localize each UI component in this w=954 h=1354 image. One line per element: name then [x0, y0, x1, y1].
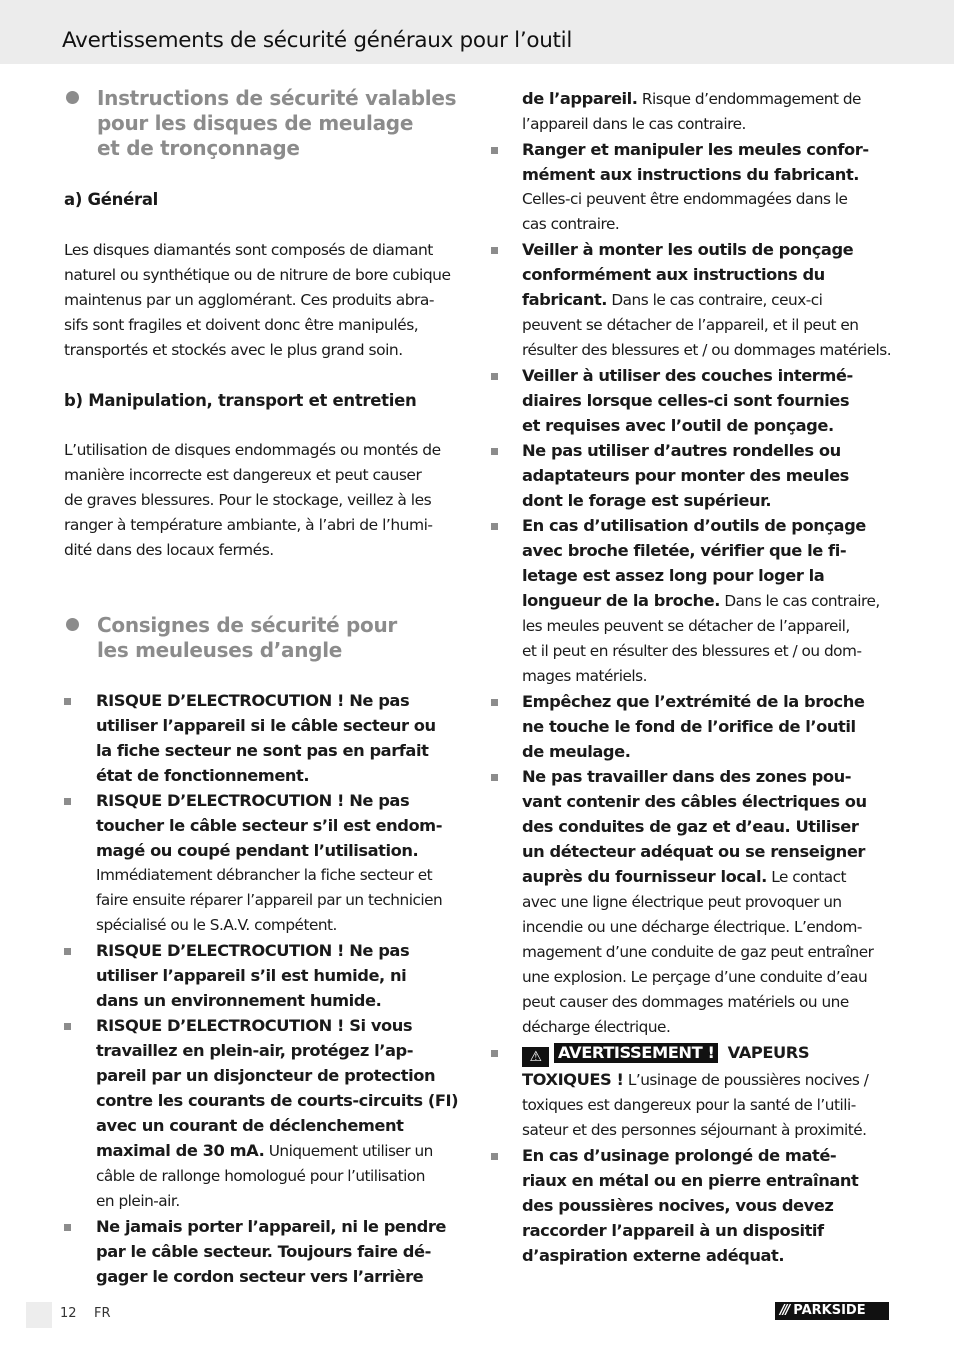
square-bullet-icon: [64, 1224, 71, 1231]
list-item: Ne pas travailler dans des zones pou- vant contenir des câbles électriques ou des conduites de gaz et d’eau. Utiliser un détecteur adéquat ou se renseigner auprès du fournisseur local. Le contact avec une ligne électrique peut provoquer un incendie ou une décharge électrique. L’endom- magement d’une conduite de gaz peut entraîner une explosion. Le perçage d’une conduite d’eau peut causer des dommages matériels ou une décharge électrique.: [522, 764, 892, 1040]
square-bullet-icon: [491, 774, 498, 781]
logo-text: PARKSIDE: [793, 1303, 866, 1318]
list-item-continued: de l’appareil. Risque d’endommagement de l’appareil dans le cas contraire.: [522, 89, 861, 133]
list-item: Ranger et manipuler les meules confor- mément aux instructions du fabricant. Celles-ci peuvent être endommagées dans le cas contraire.: [522, 137, 892, 237]
square-bullet-icon: [491, 1153, 498, 1160]
list-item: Empêchez que l’extrémité de la broche ne touche le fond de l’orifice de l’outil de meulage.: [522, 689, 892, 764]
language-code: FR: [94, 1306, 111, 1321]
grinder-safety-list: [64, 688, 464, 1289]
paragraph-handling: L’utilisation de disques endommagés ou montés de manière incorrecte est dangereux et peut causer de graves blessures. Pour le stockage, veillez à les ranger à température ambiante, à l’abri de l’humi- dité dans des locaux fermés.: [64, 441, 441, 559]
parkside-logo: [775, 1302, 889, 1320]
list-item-warning: ⚠ AVERTISSEMENT ! VAPEURS TOXIQUES ! L’usinage de poussières nocives / toxiques est dangereux pour la santé de l’utili- sateur et des personnes séjournant à proximité.: [522, 1040, 892, 1143]
square-bullet-icon: [491, 1050, 498, 1057]
list-item: Veiller à monter les outils de ponçage conformément aux instructions du fabricant. Dans le cas contraire, ceux-ci peuvent se détacher de l’appareil, et il peut en résulter des blessures et / ou dommages matériels.: [522, 237, 892, 363]
bullet-dot-icon: [66, 618, 79, 631]
square-bullet-icon: [491, 247, 498, 254]
right-column: [522, 86, 892, 1268]
grinder-safety-list-cont: [522, 86, 892, 1268]
square-bullet-icon: [64, 698, 71, 705]
warning-badge: AVERTISSEMENT !: [554, 1043, 718, 1063]
list-item: En cas d’utilisation d’outils de ponçage avec broche filetée, vérifier que le fi- letage est assez long pour loger la longueur de la broche. Dans le cas contraire, les meules peuvent se détacher de l’appareil, et il peut en résulter des blessures et / ou dom- mages matériels.: [522, 513, 892, 689]
list-item: RISQUE D’ELECTROCUTION ! Ne pas toucher le câble secteur s’il est endom- magé ou coupé pendant l’utilisation. Immédiatement débrancher la fiche secteur et faire ensuite réparer l’appareil par un technicien spécialisé ou le S.A.V. compétent.: [64, 788, 464, 938]
left-column: [64, 86, 464, 1289]
page-header: [0, 0, 954, 64]
square-bullet-icon: [491, 699, 498, 706]
square-bullet-icon: [491, 448, 498, 455]
subheading-handling: b) Manipulation, transport et entretien: [64, 391, 417, 410]
section-title-grinders: Consignes de sécurité pour les meuleuses d’angle: [64, 613, 464, 663]
logo-slashes-icon: ///: [780, 1303, 789, 1318]
list-item: Ne jamais porter l’appareil, ni le pendre par le câble secteur. Toujours faire dé- gager le cordon secteur vers l’arrière: [64, 1214, 464, 1289]
square-bullet-icon: [491, 523, 498, 530]
page-number: 12: [60, 1306, 77, 1321]
square-bullet-icon: [64, 1023, 71, 1030]
list-item: Veiller à utiliser des couches intermé- diaires lorsque celles-ci sont fournies et requises avec l’outil de ponçage.: [522, 363, 892, 438]
list-item: RISQUE D’ELECTROCUTION ! Si vous travaillez en plein-air, protégez l’ap- pareil par un disjoncteur de protection contre les courants de courts-circuits (FI) avec un courant de déclenchement maximal de 30 mA. Uniquement utiliser un câble de rallonge homologué pour l’utilisation en plein-air.: [64, 1013, 464, 1214]
list-item: Ne pas utiliser d’autres rondelles ou adaptateurs pour monter des meules dont le forage est supérieur.: [522, 438, 892, 513]
list-item: RISQUE D’ELECTROCUTION ! Ne pas utiliser l’appareil si le câble secteur ou la fiche secteur ne sont pas en parfait état de fonctionnement.: [64, 688, 464, 788]
footer-marker: [26, 1302, 52, 1328]
square-bullet-icon: [64, 948, 71, 955]
list-item: En cas d’usinage prolongé de maté- riaux en métal ou en pierre entraînant des poussières nocives, vous devez raccorder l’appareil à un dispositif d’aspiration externe adéquat.: [522, 1143, 892, 1268]
page-title: Avertissements de sécurité généraux pour l’outil: [62, 28, 573, 53]
square-bullet-icon: [491, 373, 498, 380]
section-title-discs: Instructions de sécurité valables pour les disques de meulage et de tronçonnage: [64, 86, 464, 161]
square-bullet-icon: [491, 147, 498, 154]
paragraph-general: Les disques diamantés sont composés de diamant naturel ou synthétique ou de nitrure de bore cubique maintenus par un agglomérant. Ces produits abra- sifs sont fragiles et doivent donc être manipulés, transportés et stockés avec le plus grand soin.: [64, 241, 451, 359]
subheading-general: a) Général: [64, 190, 159, 209]
square-bullet-icon: [64, 798, 71, 805]
bullet-dot-icon: [66, 91, 79, 104]
list-item: RISQUE D’ELECTROCUTION ! Ne pas utiliser l’appareil s’il est humide, ni dans un environnement humide.: [64, 938, 464, 1013]
warning-triangle-icon: ⚠: [522, 1047, 549, 1067]
